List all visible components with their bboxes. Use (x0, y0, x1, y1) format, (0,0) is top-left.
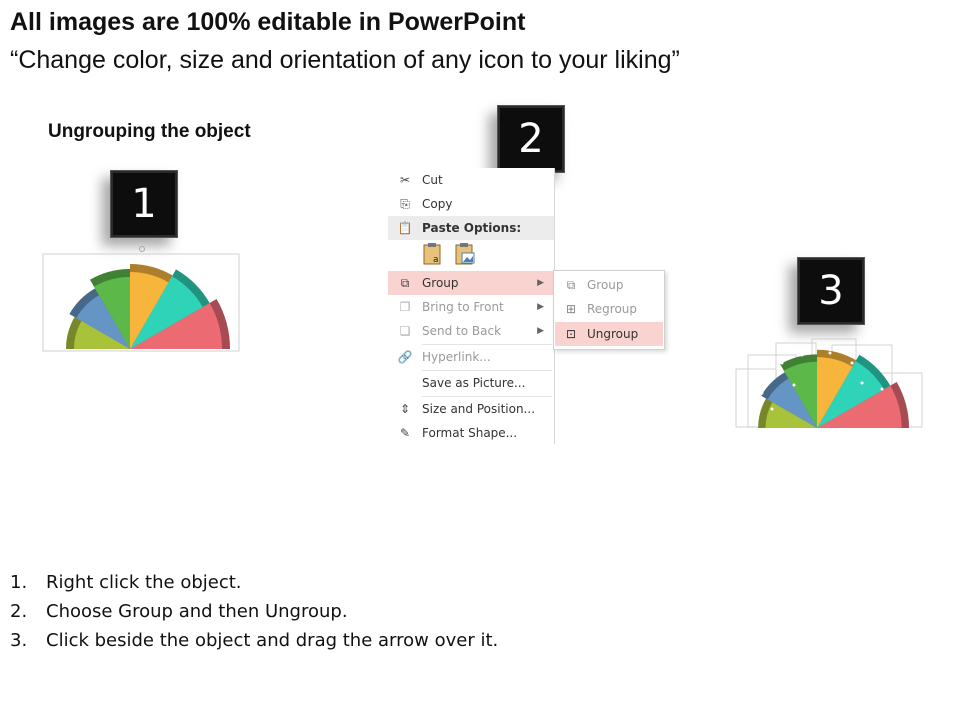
menu-item-size-and-position[interactable]: ⇕ Size and Position... (388, 397, 554, 421)
regroup-icon: ⊞ (565, 302, 577, 316)
list-item: 3. Click beside the object and drag the arrow over it. (10, 630, 499, 651)
step-badge-3: 3 (797, 257, 865, 325)
hyperlink-icon: 🔗 (397, 350, 413, 364)
section-heading: Ungrouping the object (48, 121, 251, 142)
submenu-arrow-icon: ▶ (537, 326, 544, 336)
submenu-item-ungroup[interactable]: ⊡ Ungroup (555, 322, 663, 346)
size-position-icon: ⇕ (399, 402, 411, 416)
page-title: All images are 100% editable in PowerPoint (10, 8, 526, 36)
paste-icon: 📋 (397, 221, 413, 235)
context-menu (388, 168, 555, 444)
step-badge-1: 1 (110, 170, 178, 238)
format-shape-icon: ✎ (399, 426, 411, 440)
menu-item-hyperlink[interactable]: 🔗 Hyperlink... (388, 345, 554, 369)
send-back-icon: ❏ (399, 324, 411, 338)
group-icon: ⧉ (400, 275, 410, 290)
semicircle-diagram-ungrouped[interactable] (732, 333, 927, 433)
step-badge-2: 2 (497, 105, 565, 173)
semicircle-segments (758, 350, 909, 428)
menu-item-copy[interactable]: ⎘ Copy (388, 192, 554, 216)
menu-item-send-to-back[interactable]: ❏ Send to Back ▶ (388, 319, 554, 343)
paste-text-icon[interactable] (422, 242, 444, 266)
copy-icon: ⎘ (400, 196, 410, 211)
list-item: 1. Right click the object. (10, 572, 242, 593)
menu-item-bring-to-front[interactable]: ❐ Bring to Front ▶ (388, 295, 554, 319)
submenu-item-regroup[interactable]: ⊞ Regroup (555, 297, 663, 321)
ungroup-icon: ⊡ (565, 327, 577, 341)
submenu-arrow-icon: ▶ (537, 278, 544, 288)
rotate-handle-icon[interactable] (140, 247, 145, 252)
menu-item-paste-options: 📋 Paste Options: (388, 216, 554, 240)
bring-front-icon: ❐ (399, 300, 411, 314)
instruction-list (10, 568, 498, 655)
menu-item-group[interactable]: ⧉ Group ▶ (388, 271, 554, 295)
page-subtitle: “Change color, size and orientation of any icon to your liking” (10, 46, 680, 74)
semicircle-diagram-grouped[interactable] (40, 240, 245, 360)
scissors-icon: ✂ (399, 173, 411, 187)
group-submenu (553, 270, 665, 350)
paste-picture-icon[interactable] (454, 242, 476, 266)
menu-item-format-shape[interactable]: ✎ Format Shape... (388, 421, 554, 445)
group-icon: ⧉ (566, 277, 576, 292)
list-item: 2. Choose Group and then Ungroup. (10, 601, 348, 622)
submenu-item-group[interactable]: ⧉ Group (555, 273, 663, 297)
menu-item-cut[interactable]: ✂ Cut (388, 168, 554, 192)
svg-text:a: a (433, 255, 439, 265)
menu-item-save-as-picture[interactable]: Save as Picture... (422, 376, 526, 390)
paste-option-buttons (422, 242, 476, 266)
submenu-arrow-icon: ▶ (537, 302, 544, 312)
semicircle-segments (66, 264, 230, 349)
